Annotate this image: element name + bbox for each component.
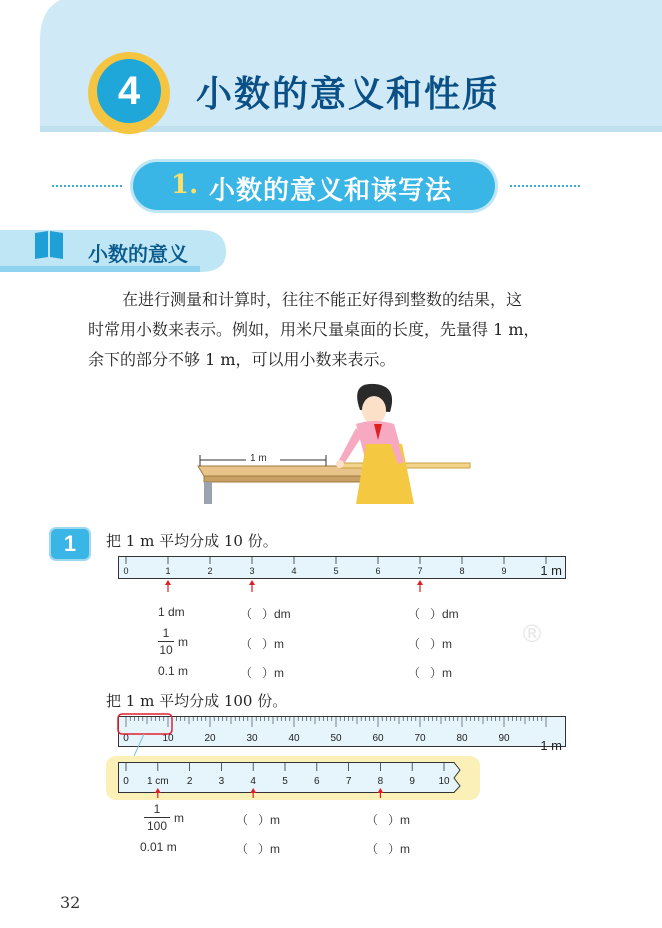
ruler2-tick-label: 60 xyxy=(372,733,384,744)
dotted-divider-right xyxy=(510,185,580,187)
ruler1-tick-label: 2 xyxy=(207,566,213,576)
ruler1-body xyxy=(119,557,566,579)
ruler3-tick-label: 4 xyxy=(250,776,256,787)
dotted-divider-left xyxy=(52,185,122,187)
section-heading xyxy=(133,162,495,210)
ruler2-tick-label: 70 xyxy=(414,733,426,744)
intro-line-2: 时常用小数来表示。例如，用米尺量桌面的长度，先量得 1 m， xyxy=(88,320,540,339)
answer-0.01m: 0.01 m xyxy=(140,840,177,854)
section-title: 小数的意义和读写法 xyxy=(209,176,453,206)
ruler2-tick-label: 20 xyxy=(204,733,216,744)
book-icon xyxy=(33,229,65,259)
chapter-number: 4 xyxy=(97,59,161,123)
ruler1-end-label: 1 m xyxy=(540,563,562,578)
ruler3-tick-label: 6 xyxy=(314,776,320,787)
ruler3-tick-label: 1 cm xyxy=(146,776,169,787)
answer-blank-dm-7: （ ）dm xyxy=(408,607,459,621)
answer-blank-cm-4-decimal: （ ）m xyxy=(236,842,280,856)
ruler3-tick-label: 3 xyxy=(218,776,225,787)
intro-line-3: 余下的部分不够 1 m，可以用小数来表示。 xyxy=(88,350,396,369)
answer-blank-m-7-decimal: （ ）m xyxy=(408,666,452,680)
ruler1-tick-label: 4 xyxy=(291,566,297,576)
chapter-number-badge xyxy=(88,52,170,134)
intro-line-1: 在进行测量和计算时，往往不能正好得到整数的结果，这 xyxy=(122,290,523,309)
fraction-one-hundredth: 1 100 xyxy=(144,802,170,833)
answer-1dm: 1 dm xyxy=(158,605,185,619)
ruler2-tick-label: 90 xyxy=(498,733,510,744)
ruler2-tick-label: 0 xyxy=(123,733,129,744)
answer-blank-m-3-decimal: （ ）m xyxy=(240,666,284,680)
ruler1-tick-label: 3 xyxy=(249,566,255,576)
section-number: 1. xyxy=(171,170,199,200)
registered-watermark: ® xyxy=(520,620,544,648)
ruler1-tick-label: 7 xyxy=(417,566,423,576)
ruler2-end-label: 1 m xyxy=(540,738,562,753)
ruler1-tick-label: 5 xyxy=(333,566,339,576)
exercise-number: 1 xyxy=(49,527,91,561)
chapter-title: 小数的意义和性质 xyxy=(196,74,501,115)
ruler3-tick-label: 8 xyxy=(377,776,384,787)
answer-blank-dm-3: （ ）dm xyxy=(240,607,291,621)
ruler3-tick-label: 5 xyxy=(282,776,288,787)
answer-blank-m-7-frac: （ ）m xyxy=(408,637,452,651)
answer-blank-cm-8-frac: （ ）m xyxy=(366,813,410,827)
ruler1-arrow-head xyxy=(165,580,171,585)
ruler2-tick-label: 80 xyxy=(456,733,468,744)
answer-blank-cm-8-decimal: （ ）m xyxy=(366,842,410,856)
fraction-one-tenth: 1 10 xyxy=(159,626,173,657)
answer-blank-m-3-frac: （ ）m xyxy=(240,637,284,651)
ruler2-tick-label: 40 xyxy=(288,733,300,744)
ruler3-tick-label: 7 xyxy=(345,776,352,787)
ruler1-arrow-head xyxy=(417,580,423,585)
ruler1-tick-label: 1 xyxy=(165,566,171,576)
measure-label: 1 m xyxy=(250,453,267,464)
answer-0.1m: 0.1 m xyxy=(158,664,189,678)
subsection-title: 小数的意义 xyxy=(88,242,188,266)
ruler2-tick-label: 50 xyxy=(330,733,342,744)
question-2-text: 把 1 m 平均分成 100 份。 xyxy=(106,692,288,710)
fraction-100-unit-m: m xyxy=(174,811,184,825)
ruler3-tick-label: 10 xyxy=(438,776,450,787)
answer-blank-cm-4-frac: （ ）m xyxy=(236,813,280,827)
ruler1-arrow-head xyxy=(249,580,255,585)
ruler3-tick-label: 9 xyxy=(409,776,415,787)
girl-measuring-table-illustration xyxy=(190,382,480,504)
ruler1-tick-label: 0 xyxy=(123,566,129,576)
fraction-unit-m: m xyxy=(178,635,188,649)
question-1-text: 把 1 m 平均分成 10 份。 xyxy=(106,532,278,550)
ruler1-tick-label: 9 xyxy=(501,566,507,576)
ruler2-tick-label: 10 xyxy=(162,733,174,744)
ruler-decimeters xyxy=(118,556,566,592)
ruler-enlarged-cm xyxy=(118,762,462,798)
ruler1-tick-label: 8 xyxy=(459,566,465,576)
ruler2-tick-label: 30 xyxy=(246,733,258,744)
page-number: 32 xyxy=(60,893,81,912)
ruler3-tick-label: 0 xyxy=(123,776,129,787)
ruler1-tick-label: 6 xyxy=(375,566,381,576)
ruler3-tick-label: 2 xyxy=(186,776,193,787)
